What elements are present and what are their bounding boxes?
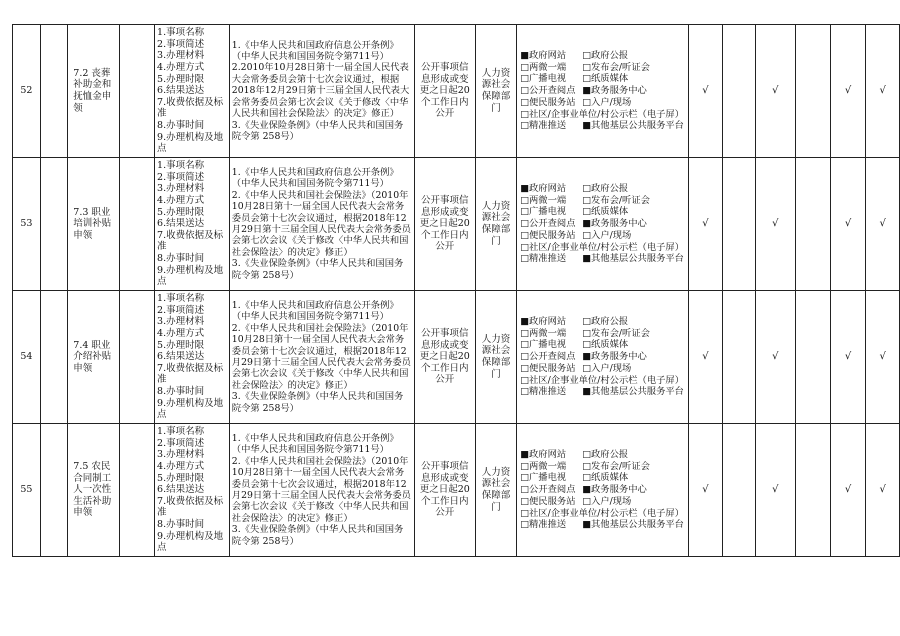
check-cell: √ xyxy=(689,424,723,557)
disclosure-basis: 1.《中华人民共和国政府信息公开条例》（中华人民共和国国务院令第711号） 2.《中华人民共和国社会保险法》（2010年10月28日第十一届全国人民代表大会常务委员会第十七次会议通过，根据2018年12月29日第十三届全国人民代表大会常务委员会第七次会议《关于修改〈中华人民共和国社会保险法〉的决定》修正） 3.《失业保险条例》（中华人民共和国国务院令第 258号） xyxy=(229,424,414,557)
channel-option: □政府公报 xyxy=(582,182,629,194)
content-item: 6.结果送达 xyxy=(157,85,205,97)
disclosure-content xyxy=(155,158,230,291)
channel-option: □入户/现场 xyxy=(582,96,632,108)
channel-option: □两微一端 xyxy=(520,194,567,206)
channel-option: □入户/现场 xyxy=(582,495,632,507)
disclosure-department: 人力资源社会保障部门 xyxy=(475,25,516,158)
channel-option: □广播电视 xyxy=(520,206,567,218)
check-cell: √ xyxy=(830,158,865,291)
channel-option: □公开查阅点 xyxy=(520,351,576,363)
row-number: 53 xyxy=(13,158,41,291)
content-item: 4.办理方式 xyxy=(157,461,205,473)
channel-option: □纸质媒体 xyxy=(582,472,629,484)
content-item: 3.办理材料 xyxy=(157,50,205,62)
row-number: 55 xyxy=(13,424,41,557)
check-cell: √ xyxy=(756,25,795,158)
content-item: 2.事项简述 xyxy=(157,304,205,316)
content-item: 2.事项简述 xyxy=(157,171,205,183)
channel-option: □社区/企事业单位/村公示栏（电子屏） xyxy=(520,374,685,386)
disclosure-basis: 1.《中华人民共和国政府信息公开条例》（中华人民共和国国务院令第711号） 2.2010年10月28日第十一届全国人民代表大会常务委员会第十七次会议通过，根据2018年12月29日第十三届全国人民代表大会常务委员会第七次会议《关于修改〈中华人民共和国社会保险法〉的决定》修正） 3.《失业保险条例》（中华人民共和国国务院令第 258号） xyxy=(229,25,414,158)
check-cell: √ xyxy=(689,25,723,158)
channel-option: □政府公报 xyxy=(582,49,629,61)
check-cell xyxy=(795,25,830,158)
channel-option: □纸质媒体 xyxy=(582,206,629,218)
disclosure-channels xyxy=(517,25,689,158)
empty-cell xyxy=(119,291,154,424)
disclosure-channels xyxy=(517,158,689,291)
channel-option: ■政务服务中心 xyxy=(582,85,647,97)
content-item: 5.办理时限 xyxy=(157,472,205,484)
channel-option: □便民服务站 xyxy=(520,495,576,507)
check-cell xyxy=(722,25,755,158)
channel-option: ■政务服务中心 xyxy=(582,218,647,230)
check-cell xyxy=(722,158,755,291)
disclosure-department: 人力资源社会保障部门 xyxy=(475,291,516,424)
channel-option: □纸质媒体 xyxy=(582,73,629,85)
content-item: 5.办理时限 xyxy=(157,339,205,351)
content-item: 2.事项简述 xyxy=(157,437,205,449)
content-item: 8.办事时间 xyxy=(157,252,205,264)
content-item: 1.事项名称 xyxy=(157,160,205,172)
channel-option: ■政务服务中心 xyxy=(582,484,647,496)
channel-option: ■其他基层公共服务平台 xyxy=(582,386,684,398)
channel-option: □广播电视 xyxy=(520,73,567,85)
channel-option: □公开查阅点 xyxy=(520,218,576,230)
content-item: 7.收费依据及标准 xyxy=(157,96,224,120)
disclosure-timing: 公开事项信息形成或变更之日起20个工作日内公开 xyxy=(414,291,475,424)
check-cell xyxy=(722,424,755,557)
channel-option: □广播电视 xyxy=(520,472,567,484)
content-item: 1.事项名称 xyxy=(157,426,205,438)
content-item: 5.办理时限 xyxy=(157,73,205,85)
channel-option: □精准推送 xyxy=(520,386,567,398)
check-cell: √ xyxy=(830,25,865,158)
content-item: 7.收费依据及标准 xyxy=(157,495,224,519)
check-cell xyxy=(795,291,830,424)
check-cell xyxy=(795,424,830,557)
content-item: 8.办事时间 xyxy=(157,385,205,397)
check-cell: √ xyxy=(689,291,723,424)
content-item: 8.办事时间 xyxy=(157,119,205,131)
content-item: 1.事项名称 xyxy=(157,27,205,39)
check-cell: √ xyxy=(756,291,795,424)
table-row xyxy=(13,158,900,291)
disclosure-channels xyxy=(517,291,689,424)
channel-option: ■政府网站 xyxy=(520,182,567,194)
empty-cell xyxy=(40,291,68,424)
empty-cell xyxy=(40,158,68,291)
check-cell: √ xyxy=(756,424,795,557)
content-item: 6.结果送达 xyxy=(157,484,205,496)
content-item: 9.办理机构及地点 xyxy=(157,131,224,155)
row-number: 52 xyxy=(13,25,41,158)
table-row xyxy=(13,424,900,557)
channel-option: □社区/企事业单位/村公示栏（电子屏） xyxy=(520,108,685,120)
channel-option: □入户/现场 xyxy=(582,229,632,241)
content-item: 3.办理材料 xyxy=(157,316,205,328)
row-number: 54 xyxy=(13,291,41,424)
channel-option: ■其他基层公共服务平台 xyxy=(582,120,684,132)
channel-option: □政府公报 xyxy=(582,448,629,460)
table-row xyxy=(13,25,900,158)
channel-option: ■政府网站 xyxy=(520,315,567,327)
channel-option: □精准推送 xyxy=(520,253,567,265)
channel-option: □精准推送 xyxy=(520,120,567,132)
content-item: 3.办理材料 xyxy=(157,183,205,195)
disclosure-channels xyxy=(517,424,689,557)
disclosure-timing: 公开事项信息形成或变更之日起20个工作日内公开 xyxy=(414,158,475,291)
empty-cell xyxy=(119,158,154,291)
item-name: 7.5 农民合同制工人一次性生活补助申领 xyxy=(68,424,119,557)
disclosure-timing: 公开事项信息形成或变更之日起20个工作日内公开 xyxy=(414,424,475,557)
content-item: 2.事项简述 xyxy=(157,38,205,50)
channel-option: □公开查阅点 xyxy=(520,85,576,97)
item-name: 7.3 职业培训补贴申领 xyxy=(68,158,119,291)
channel-option: ■政务服务中心 xyxy=(582,351,647,363)
check-cell: √ xyxy=(830,291,865,424)
disclosure-timing: 公开事项信息形成或变更之日起20个工作日内公开 xyxy=(414,25,475,158)
empty-cell xyxy=(40,424,68,557)
channel-option: □入户/现场 xyxy=(582,362,632,374)
channel-option: □精准推送 xyxy=(520,519,567,531)
check-cell: √ xyxy=(689,158,723,291)
channel-option: ■其他基层公共服务平台 xyxy=(582,519,684,531)
channel-option: □便民服务站 xyxy=(520,229,576,241)
disclosure-table xyxy=(12,24,900,557)
content-item: 3.办理材料 xyxy=(157,449,205,461)
content-item: 7.收费依据及标准 xyxy=(157,362,224,386)
channel-option: □广播电视 xyxy=(520,339,567,351)
content-item: 1.事项名称 xyxy=(157,293,205,305)
empty-cell xyxy=(119,25,154,158)
item-name: 7.2 丧葬补助金和抚恤金申领 xyxy=(68,25,119,158)
channel-option: ■其他基层公共服务平台 xyxy=(582,253,684,265)
content-item: 6.结果送达 xyxy=(157,218,205,230)
channel-option: □发布会/听证会 xyxy=(582,460,650,472)
check-cell: √ xyxy=(866,424,900,557)
channel-option: □社区/企事业单位/村公示栏（电子屏） xyxy=(520,507,685,519)
content-item: 4.办理方式 xyxy=(157,195,205,207)
content-item: 6.结果送达 xyxy=(157,351,205,363)
check-cell xyxy=(722,291,755,424)
channel-option: □政府公报 xyxy=(582,315,629,327)
empty-cell xyxy=(119,424,154,557)
check-cell xyxy=(795,158,830,291)
check-cell: √ xyxy=(866,158,900,291)
check-cell: √ xyxy=(866,25,900,158)
channel-option: □发布会/听证会 xyxy=(582,194,650,206)
channel-option: □便民服务站 xyxy=(520,362,576,374)
table-row xyxy=(13,291,900,424)
channel-option: □发布会/听证会 xyxy=(582,327,650,339)
content-item: 9.办理机构及地点 xyxy=(157,264,224,288)
empty-cell xyxy=(40,25,68,158)
check-cell: √ xyxy=(756,158,795,291)
disclosure-department: 人力资源社会保障部门 xyxy=(475,424,516,557)
disclosure-content xyxy=(155,25,230,158)
channel-option: ■政府网站 xyxy=(520,49,567,61)
channel-option: □公开查阅点 xyxy=(520,484,576,496)
channel-option: □两微一端 xyxy=(520,327,567,339)
content-item: 5.办理时限 xyxy=(157,206,205,218)
channel-option: □社区/企事业单位/村公示栏（电子屏） xyxy=(520,241,685,253)
content-item: 9.办理机构及地点 xyxy=(157,397,224,421)
item-name: 7.4 职业介绍补贴申领 xyxy=(68,291,119,424)
channel-option: □发布会/听证会 xyxy=(582,61,650,73)
content-item: 8.办事时间 xyxy=(157,518,205,530)
disclosure-department: 人力资源社会保障部门 xyxy=(475,158,516,291)
disclosure-basis: 1.《中华人民共和国政府信息公开条例》（中华人民共和国国务院令第711号） 2.《中华人民共和国社会保险法》（2010年10月28日第十一届全国人民代表大会常务委员会第十七次会议通过，根据2018年12月29日第十三届全国人民代表大会常务委员会第七次会议《关于修改〈中华人民共和国社会保险法〉的决定》修正） 3.《失业保险条例》（中华人民共和国国务院令第 258号） xyxy=(229,158,414,291)
disclosure-content xyxy=(155,291,230,424)
check-cell: √ xyxy=(866,291,900,424)
content-item: 4.办理方式 xyxy=(157,328,205,340)
channel-option: □纸质媒体 xyxy=(582,339,629,351)
content-item: 4.办理方式 xyxy=(157,62,205,74)
check-cell: √ xyxy=(830,424,865,557)
disclosure-content xyxy=(155,424,230,557)
content-item: 9.办理机构及地点 xyxy=(157,530,224,554)
channel-option: ■政府网站 xyxy=(520,448,567,460)
channel-option: □两微一端 xyxy=(520,460,567,472)
channel-option: □便民服务站 xyxy=(520,96,576,108)
content-item: 7.收费依据及标准 xyxy=(157,229,224,253)
disclosure-basis: 1.《中华人民共和国政府信息公开条例》（中华人民共和国国务院令第711号） 2.《中华人民共和国社会保险法》（2010年10月28日第十一届全国人民代表大会常务委员会第十七次会议通过，根据2018年12月29日第十三届全国人民代表大会常务委员会第七次会议《关于修改〈中华人民共和国社会保险法〉的决定》修正） 3.《失业保险条例》（中华人民共和国国务院令第 258号） xyxy=(229,291,414,424)
channel-option: □两微一端 xyxy=(520,61,567,73)
